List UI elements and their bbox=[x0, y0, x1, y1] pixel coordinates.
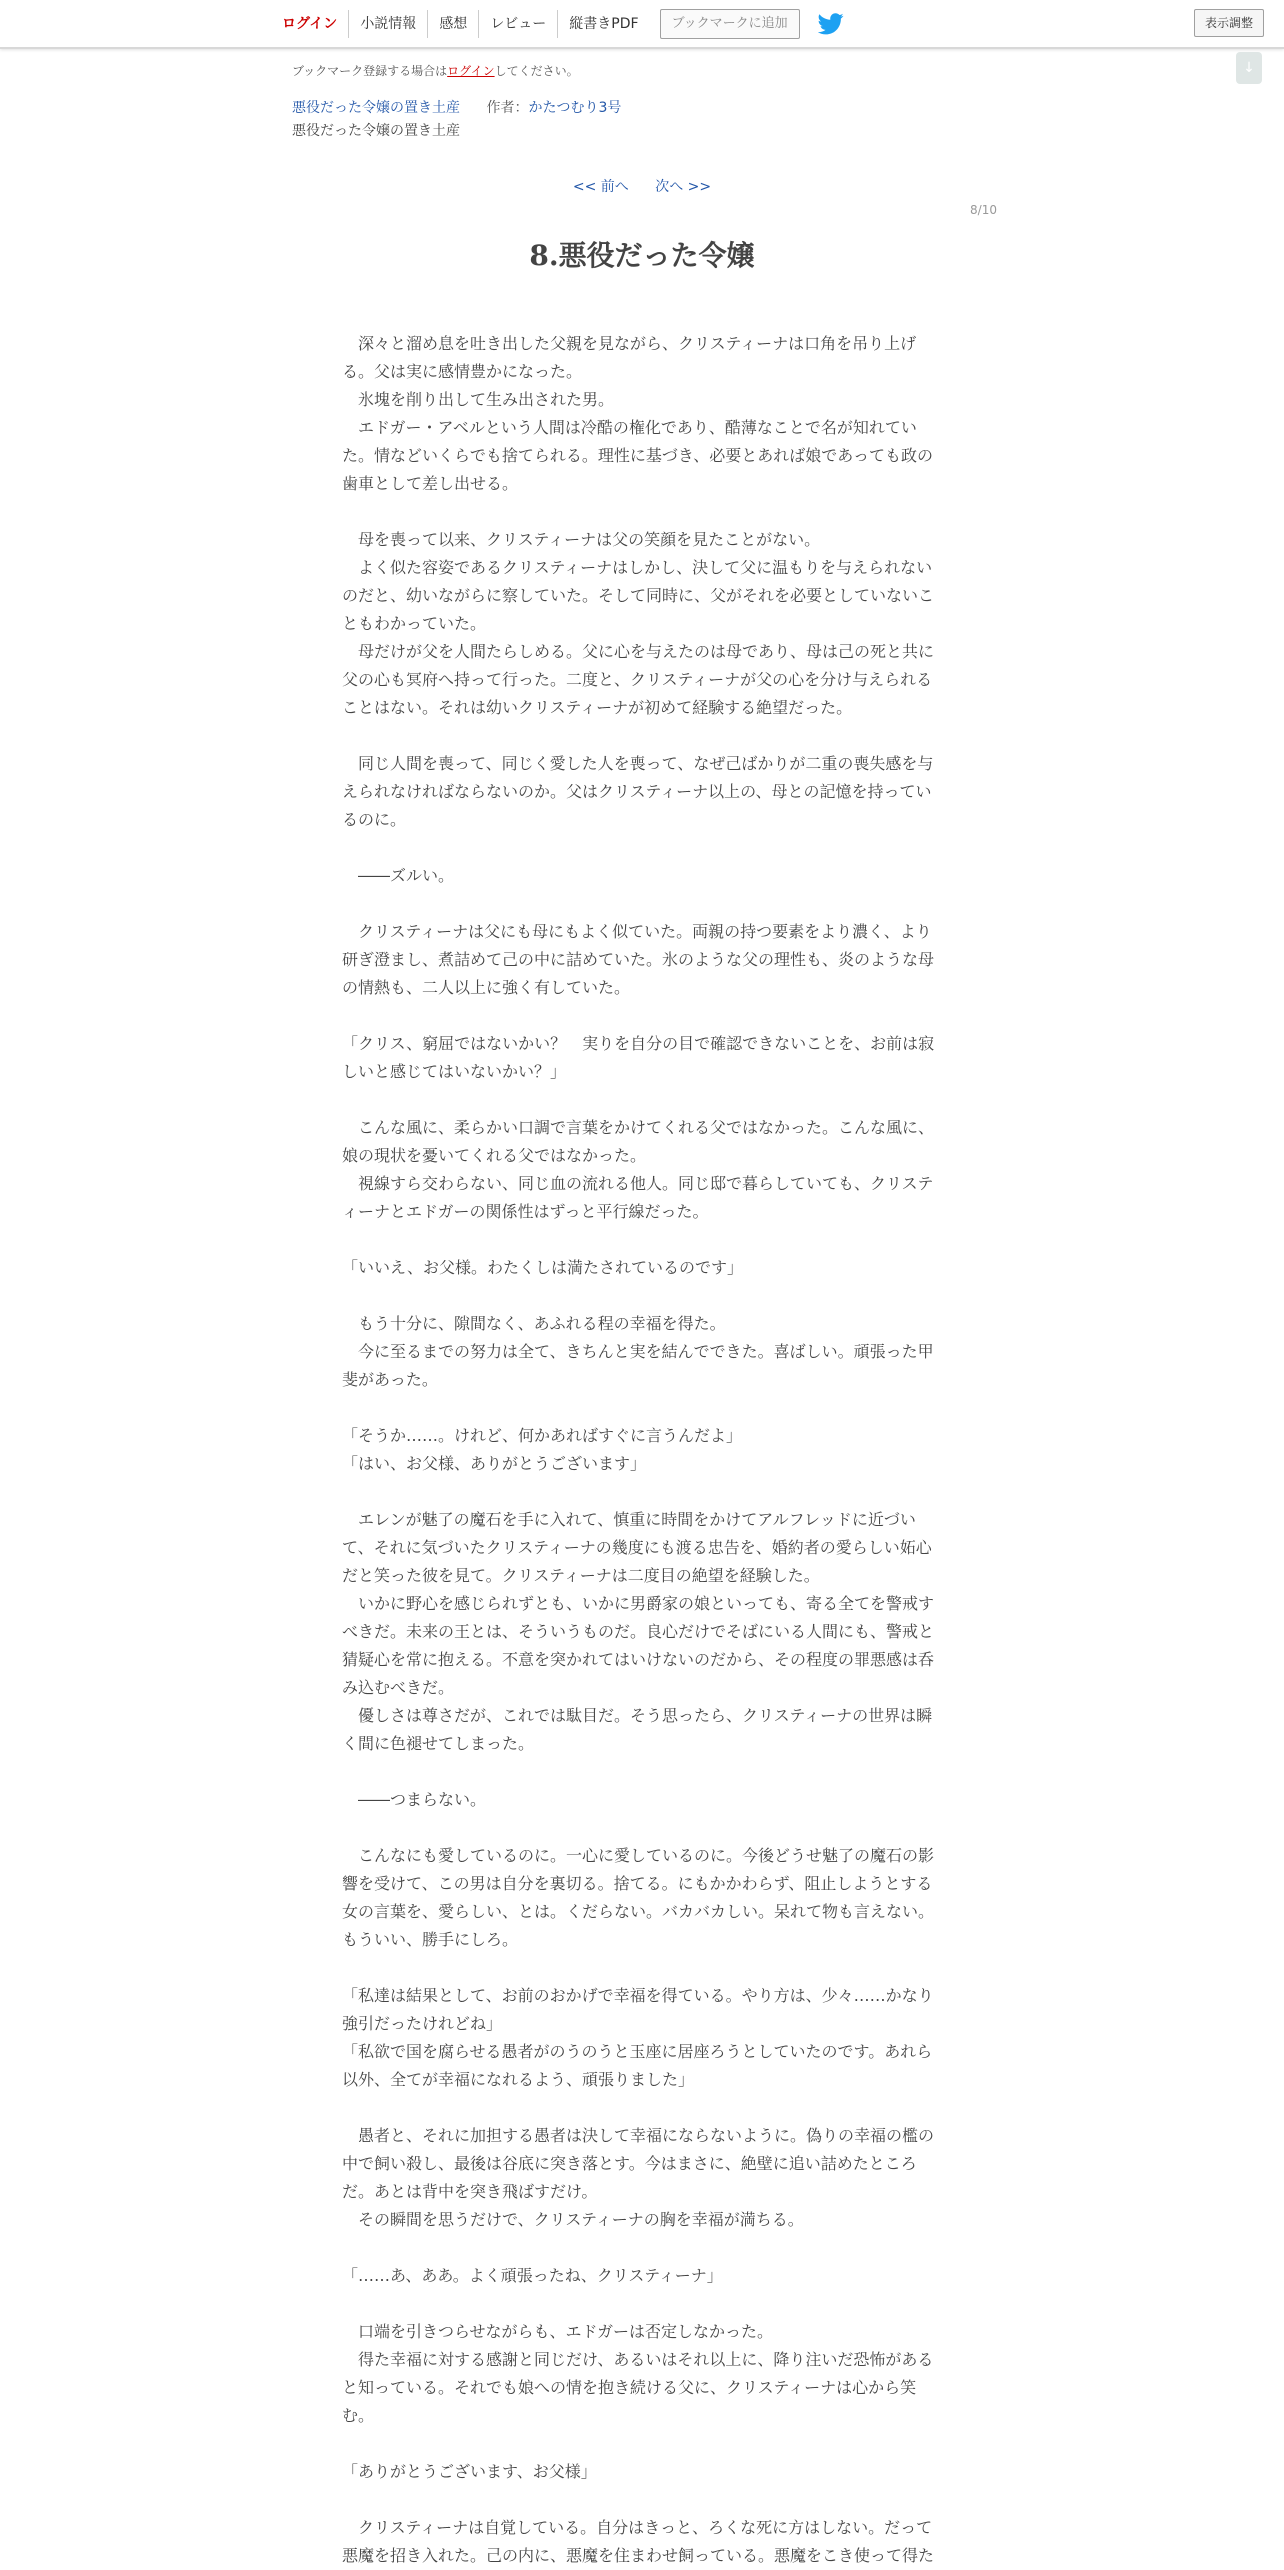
series-title-link[interactable]: 悪役だった令嬢の置き土産 bbox=[292, 100, 460, 116]
top-navigation-bar bbox=[0, 0, 1284, 49]
body-paragraph: いかに野心を感じられずとも、いかに男爵家の娘といっても、寄る全てを警戒すべきだ。未来の王とは、そういうものだ。良心だけでそばにいる人間にも、警戒と猜疑心を常に抱える。不意を突かれてはいけないのだから、その程度の罪悪感は呑み込むべきだ。 bbox=[342, 1594, 935, 1697]
review-link[interactable]: レビュー bbox=[478, 10, 557, 38]
body-paragraph: エドガー・アベルという人間は冷酷の権化であり、酷薄なことで名が知れていた。情などいくらでも捨てられる。理性に基づき、必要とあれば娘であっても政の歯車として差し出せる。 bbox=[342, 418, 934, 493]
blank-line bbox=[342, 2234, 936, 2262]
add-bookmark-button[interactable]: ブックマークに追加 bbox=[660, 9, 800, 39]
arrow-down-icon[interactable]: ↓ bbox=[1236, 52, 1262, 84]
body-paragraph: 「……あ、ああ。よく頑張ったね、クリスティーナ」 bbox=[342, 2266, 723, 2285]
body-paragraph: 母を喪って以来、クリスティーナは父の笑顔を見たことがない。 bbox=[342, 530, 821, 549]
episode-pager bbox=[0, 176, 1284, 196]
body-paragraph: その瞬間を思うだけで、クリスティーナの胸を幸福が満ちる。 bbox=[342, 2210, 804, 2229]
body-paragraph: 視線すら交わらない、同じ血の流れる他人。同じ邸で暮らしていても、クリスティーナとエドガーの関係性はずっと平行線だった。 bbox=[342, 1174, 934, 1221]
body-paragraph: クリスティーナは父にも母にもよく似ていた。両親の持つ要素をより濃く、より研ぎ澄まし、煮詰めて己の中に詰めていた。氷のような父の理性も、炎のような母の情熱も、二人以上に強く有していた。 bbox=[342, 922, 935, 997]
body-paragraph: エレンが魅了の魔石を手に入れて、慎重に時間をかけてアルフレッドに近づいて、それに気づいたクリスティーナの幾度にも渡る忠告を、婚約者の愛らしい妬心だと笑った彼を見て。クリスティーナは二度目の絶望を経験した。 bbox=[342, 1510, 932, 1585]
login-notice-link[interactable]: ログイン bbox=[447, 64, 495, 78]
body-paragraph: もう十分に、隙間なく、あふれる程の幸福を得た。 bbox=[342, 1314, 726, 1333]
body-paragraph: 今に至るまでの努力は全て、きちんと実を結んでできた。喜ばしい。頑張った甲斐があった。 bbox=[342, 1342, 934, 1389]
body-paragraph: 「そうか……。けれど、何かあればすぐに言うんだよ」 bbox=[342, 1426, 743, 1445]
vertical-pdf-link[interactable]: 縦書きPDF bbox=[557, 10, 649, 38]
episode-counter: 8/10 bbox=[970, 203, 997, 217]
author-label: 作者： bbox=[486, 100, 529, 116]
login-notice-after: してください。 bbox=[494, 64, 579, 78]
body-paragraph: クリスティーナは自覚している。自分はきっと、ろくな死に方はしない。だって悪魔を招き入れた。己の内に、悪魔を住まわせ飼っている。悪魔をこき使って得た bbox=[342, 2518, 935, 2565]
body-paragraph: ――つまらない。 bbox=[342, 1790, 487, 1809]
body-paragraph: 優しさは尊さだが、これでは駄目だ。そう思ったら、クリスティーナの世界は瞬く間に色褪せてしまった。 bbox=[342, 1706, 933, 1753]
twitter-bird-icon[interactable] bbox=[818, 13, 844, 35]
next-episode-link[interactable]: 次へ >> bbox=[655, 179, 712, 195]
blank-line bbox=[342, 1282, 936, 1310]
novel-title: 悪役だった令嬢の置き土産 bbox=[292, 123, 460, 139]
main-nav bbox=[272, 8, 844, 40]
blank-line bbox=[342, 2486, 936, 2514]
blank-line bbox=[342, 834, 936, 862]
display-settings-button[interactable]: 表示調整 bbox=[1194, 9, 1264, 37]
novel-body bbox=[342, 330, 936, 2570]
prev-episode-link[interactable]: << 前へ bbox=[572, 179, 629, 195]
login-link[interactable]: ログイン bbox=[282, 16, 338, 32]
body-paragraph: 愚者と、それに加担する愚者は決して幸福にならないように。偽りの幸福の檻の中で飼い殺し、最後は谷底に突き落とす。今はまさに、絶壁に追い詰めたところだ。あとは背中を突き飛ばすだけ。 bbox=[342, 2126, 935, 2201]
blank-line bbox=[342, 1226, 936, 1254]
body-paragraph: 「私達は結果として、お前のおかげで幸福を得ている。やり方は、少々……かなり強引だったけれどね」 bbox=[342, 1986, 934, 2033]
author-name-link[interactable]: かたつむり3号 bbox=[528, 100, 622, 116]
blank-line bbox=[342, 1394, 936, 1422]
blank-line bbox=[342, 1086, 936, 1114]
blank-line bbox=[342, 2094, 936, 2122]
body-paragraph: 同じ人間を喪って、同じく愛した人を喪って、なぜ己ばかりが二重の喪失感を与えられなければならないのか。父はクリスティーナ以上の、母との記憶を持っているのに。 bbox=[342, 754, 934, 829]
blank-line bbox=[342, 498, 936, 526]
body-paragraph: 「ありがとうございます、お父様」 bbox=[342, 2462, 597, 2481]
body-paragraph: 氷塊を削り出して生み出された男。 bbox=[342, 390, 615, 409]
blank-line bbox=[342, 2430, 936, 2458]
impressions-link[interactable]: 感想 bbox=[427, 10, 478, 38]
blank-line bbox=[342, 1002, 936, 1030]
login-notice bbox=[292, 62, 579, 79]
novel-info-link[interactable]: 小説情報 bbox=[348, 10, 427, 38]
login-notice-before: ブックマーク登録する場合は bbox=[292, 64, 448, 78]
blank-line bbox=[342, 1954, 936, 1982]
blank-line bbox=[342, 890, 936, 918]
body-paragraph: 口端を引きつらせながらも、エドガーは否定しなかった。 bbox=[342, 2322, 774, 2341]
body-paragraph: 「いいえ、お父様。わたくしは満たされているのです」 bbox=[342, 1258, 743, 1277]
body-paragraph: 得た幸福に対する感謝と同じだけ、あるいはそれ以上に、降り注いだ恐怖がある と知っている。それでも娘への情を抱き続ける父に、クリスティーナは心から笑む。 bbox=[342, 2350, 934, 2425]
body-paragraph: 深々と溜め息を吐き出した父親を見ながら、クリスティーナは口角を吊り上げる。父は実に感情豊かになった。 bbox=[342, 334, 917, 381]
body-paragraph: ――ズルい。 bbox=[342, 866, 455, 885]
body-paragraph: 母だけが父を人間たらしめる。父に心を与えたのは母であり、母は己の死と共に父の心も冥府へ持って行った。二度と、クリスティーナが父の心を分け与えられることはない。それは幼いクリスティーナが初めて経験する絶望だった。 bbox=[342, 642, 935, 717]
chapter-title: 8.悪役だった令嬢 bbox=[529, 239, 755, 272]
body-paragraph: こんな風に、柔らかい口調で言葉をかけてくれる父ではなかった。こんな風に、娘の現状を憂いてくれる父ではなかった。 bbox=[342, 1118, 935, 1165]
blank-line bbox=[342, 2290, 936, 2318]
blank-line bbox=[342, 1478, 936, 1506]
blank-line bbox=[342, 1758, 936, 1786]
blank-line bbox=[342, 722, 936, 750]
body-paragraph: こんなにも愛しているのに。一心に愛しているのに。今後どうせ魅了の魔石の影響を受けて、この男は自分を裏切る。捨てる。にもかかわらず、阻止しようとする女の言葉を、愛らしい、とは。くだらない。バカバカしい。呆れて物も言えない。もういい、勝手にしろ。 bbox=[342, 1846, 935, 1949]
series-info bbox=[292, 97, 621, 117]
body-paragraph: 「私欲で国を腐らせる愚者がのうのうと玉座に居座ろうとしていたのです。あれら以外、全てが幸福になれるよう、頑張りました」 bbox=[342, 2042, 933, 2089]
body-paragraph: 「はい、お父様、ありがとうございます」 bbox=[342, 1454, 647, 1473]
blank-line bbox=[342, 1814, 936, 1842]
body-paragraph: よく似た容姿であるクリスティーナはしかし、決して父に温もりを与えられないのだと、幼いながらに察していた。そして同時に、父がそれを必要としていないこともわかっていた。 bbox=[342, 558, 935, 633]
body-paragraph: 「クリス、窮屈ではないかい？ 実りを自分の目で確認できないことを、お前は寂しいと感じてはいないかい？」 bbox=[342, 1034, 935, 1081]
